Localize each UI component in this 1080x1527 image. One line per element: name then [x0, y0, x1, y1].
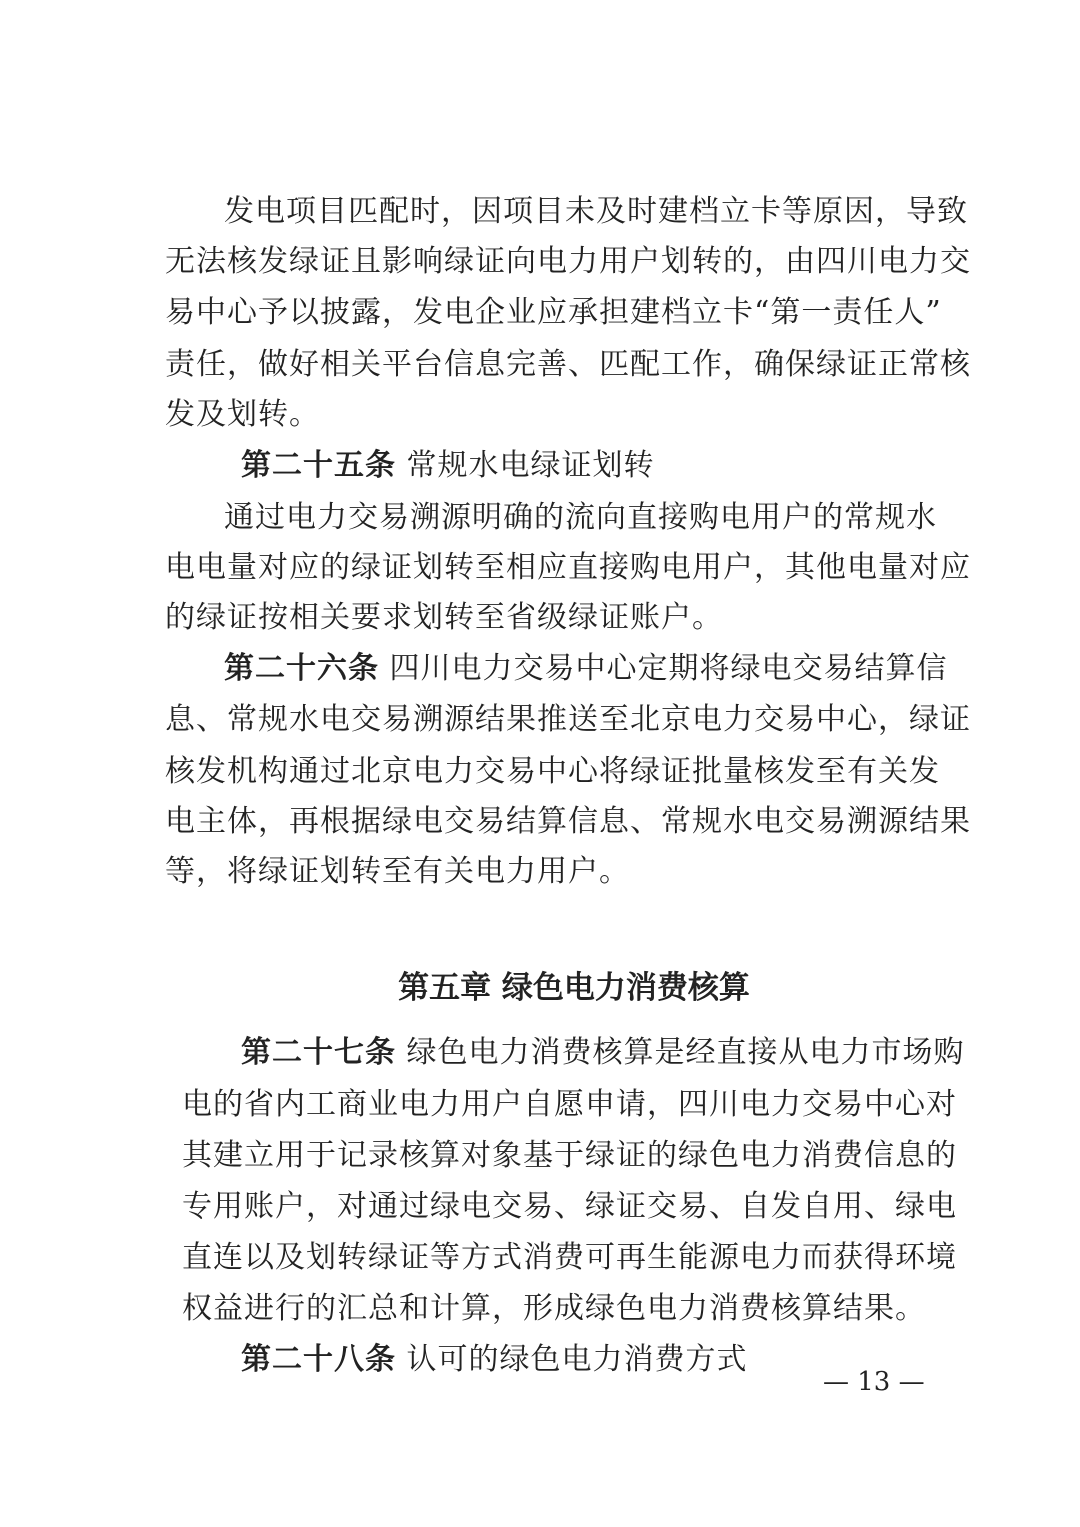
article-27-title: 第二十七条	[241, 1035, 396, 1070]
article-25-heading	[241, 446, 932, 486]
paragraph-line: 易中心予以披露，发电企业应承担建档立卡“第一责任人”	[165, 295, 942, 330]
article-27-line: 专用账户，对通过绿电交易、绿证交易、自发自用、绿电	[182, 1189, 957, 1224]
article-25-title: 第二十五条	[241, 448, 396, 483]
article-26-line: 息、常规水电交易溯源结果推送至北京电力交易中心，绿证	[165, 702, 971, 737]
article-27-first-line-text: 绿色电力消费核算是经直接从电力市场购	[396, 1035, 965, 1070]
paragraph-line: 发及划转。	[165, 397, 320, 432]
chapter-heading: 第五章 绿色电力消费核算	[398, 970, 750, 1006]
article-25-line: 通过电力交易溯源明确的流向直接购电用户的常规水	[224, 500, 937, 535]
article-26-line: 等，将绿证划转至有关电力用户。	[165, 854, 630, 889]
article-25-heading-text: 常规水电绿证划转	[396, 448, 655, 483]
article-27-line: 权益进行的汇总和计算，形成绿色电力消费核算结果。	[182, 1291, 926, 1326]
article-27-line: 其建立用于记录核算对象基于绿证的绿色电力消费信息的	[182, 1138, 957, 1173]
paragraph-line: 无法核发绿证且影响绿证向电力用户划转的，由四川电力交	[165, 244, 971, 279]
article-25-line: 的绿证按相关要求划转至省级绿证账户。	[165, 600, 723, 635]
page-number: — 13 —	[823, 1367, 925, 1397]
article-26-line: 电主体，再根据绿电交易结算信息、常规水电交易溯源结果	[165, 804, 971, 839]
paragraph-line: 责任，做好相关平台信息完善、匹配工作，确保绿证正常核	[165, 347, 971, 382]
article-28-heading	[241, 1340, 801, 1380]
article-25-line: 电电量对应的绿证划转至相应直接购电用户，其他电量对应	[165, 550, 971, 585]
article-26-first-line	[224, 649, 948, 689]
article-28-title: 第二十八条	[241, 1342, 396, 1377]
article-27-first-line	[241, 1033, 965, 1073]
article-26-title: 第二十六条	[224, 651, 379, 686]
article-27-line: 直连以及划转绿证等方式消费可再生能源电力而获得环境	[182, 1240, 957, 1275]
article-26-line: 核发机构通过北京电力交易中心将绿证批量核发至有关发	[165, 754, 940, 789]
article-26-first-line-text: 四川电力交易中心定期将绿电交易结算信	[379, 651, 948, 686]
paragraph-line: 发电项目匹配时，因项目未及时建档立卡等原因，导致	[224, 194, 968, 229]
article-27-line: 电的省内工商业电力用户自愿申请，四川电力交易中心对	[182, 1087, 957, 1122]
article-28-heading-text: 认可的绿色电力消费方式	[396, 1342, 748, 1377]
